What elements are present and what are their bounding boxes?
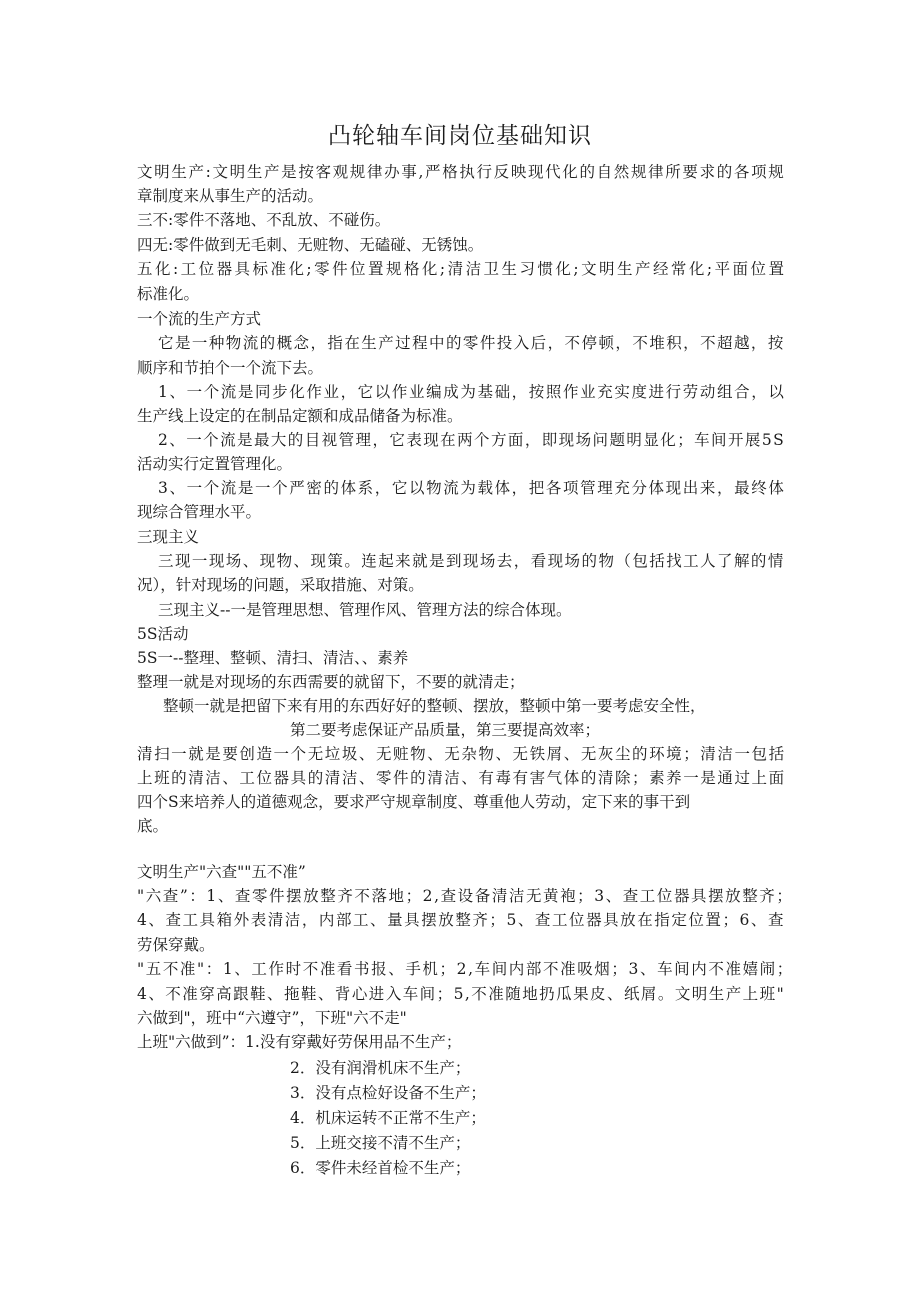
- text-line: 3．没有点检好设备不生产；: [290, 1084, 486, 1102]
- text-line: 章制度来从事生产的活动。: [137, 187, 324, 205]
- text-line: 底。: [137, 817, 169, 835]
- text-line: 4．机床运转不正常不生产；: [290, 1109, 486, 1127]
- text-line: 2、一个流是最大的目视管理，它表现在两个方面，即现场问题明显化；车间开展5S: [158, 431, 786, 449]
- text-line: 三现主义--一是管理思想、管理作风、管理方法的综合体现。: [158, 601, 572, 619]
- text-line: 一个流的生产方式: [137, 310, 262, 328]
- text-line: 标准化。: [137, 285, 200, 303]
- text-line: 1、一个流是同步化作业，它以作业编成为基础，按照作业充实度进行劳动组合，以: [158, 383, 786, 401]
- text-line: 清扫一就是要创造一个无垃圾、无赃物、无杂物、无铁屑、无灰尘的环境；清洁一包括: [137, 745, 786, 763]
- text-line: 4、查工具箱外表清洁，内部工、量具摆放整齐；5、查工位器具放在指定位置；6、查: [137, 911, 786, 929]
- text-line: 三现主义: [137, 528, 200, 546]
- text-line: 整理一就是对现场的东西需要的就留下，不要的就清走；: [137, 673, 525, 691]
- text-line: 上班"六做到”：1.没有穿戴好劳保用品不生产；: [137, 1033, 462, 1051]
- text-line: 5．上班交接不清不生产；: [290, 1134, 471, 1152]
- text-line: 三现一现场、现物、现策。连起来就是到现场去，看现场的物（包括找工人了解的情: [158, 552, 785, 570]
- text-line: 四个S来培养人的道德观念，要求严守规章制度、尊重他人劳动，定下来的事干到: [137, 793, 691, 811]
- text-line: 劳保穿戴。: [137, 936, 215, 954]
- text-line: 它是一种物流的概念，指在生产过程中的零件投入后，不停顿，不堆积，不超越，按: [158, 334, 785, 352]
- text-line: 六做到"，班中“六遵守”，下班"六不走": [137, 1009, 407, 1027]
- text-line: 3、一个流是一个严密的体系，它以物流为载体，把各项管理充分体现出来，最终体: [158, 479, 786, 497]
- text-line: 五化:工位器具标准化;零件位置规格化;清洁卫生习惯化;文明生产经常化;平面位置: [137, 260, 787, 278]
- text-line: 文明生产:文明生产是按客观规律办事,严格执行反映现代化的自然规律所要求的各项规: [137, 163, 786, 181]
- text-line: "五不准"：1、工作时不准看书报、手机；2,车间内部不准吸烟；3、车间内不准嬉闹；: [137, 960, 794, 978]
- text-line: 况），针对现场的问题，采取措施、对策。: [137, 576, 424, 594]
- text-line: 顺序和节拍个一个流下去。: [137, 359, 324, 377]
- text-line: 5S活动: [137, 625, 189, 643]
- text-line: 活动实行定置管理化。: [137, 455, 293, 473]
- text-line: 三不:零件不落地、不乱放、不碰伤。: [137, 211, 391, 229]
- text-line: 2．没有润滑机床不生产；: [290, 1059, 471, 1077]
- text-line: 4、不准穿高跟鞋、拖鞋、背心进入车间；5,不准随地扔瓜果皮、纸屑。文明生产上班": [137, 985, 786, 1003]
- text-line: 上班的清洁、工位器具的清洁、零件的清洁、有毒有害气体的清除；素养一是通过上面: [137, 769, 786, 787]
- text-line: 5S一--整理、整顿、清扫、清洁、、素养: [137, 649, 409, 667]
- text-line: 第二要考虑保证产品质量，第三要提高效率；: [290, 721, 601, 739]
- text-line: 现综合管理水平。: [137, 503, 262, 521]
- document-title: 凸轮轴车间岗位基础知识: [328, 123, 592, 149]
- text-line: 整顿一就是把留下来有用的东西好好的整顿、摆放，整顿中第一要考虑安全性，: [163, 697, 706, 715]
- text-line: 四无:零件做到无毛刺、无赃物、无磕碰、无锈蚀。: [137, 236, 484, 254]
- text-line: 文明生产"六查""五不准”: [137, 863, 306, 881]
- text-line: 6．零件未经首检不生产；: [290, 1159, 471, 1177]
- text-line: "六查”：1、查零件摆放整齐不落地；2,查设备清洁无黄袍；3、查工位器具摆放整齐；: [137, 887, 794, 905]
- text-line: 生产线上设定的在制品定额和成品储备为标准。: [137, 407, 463, 425]
